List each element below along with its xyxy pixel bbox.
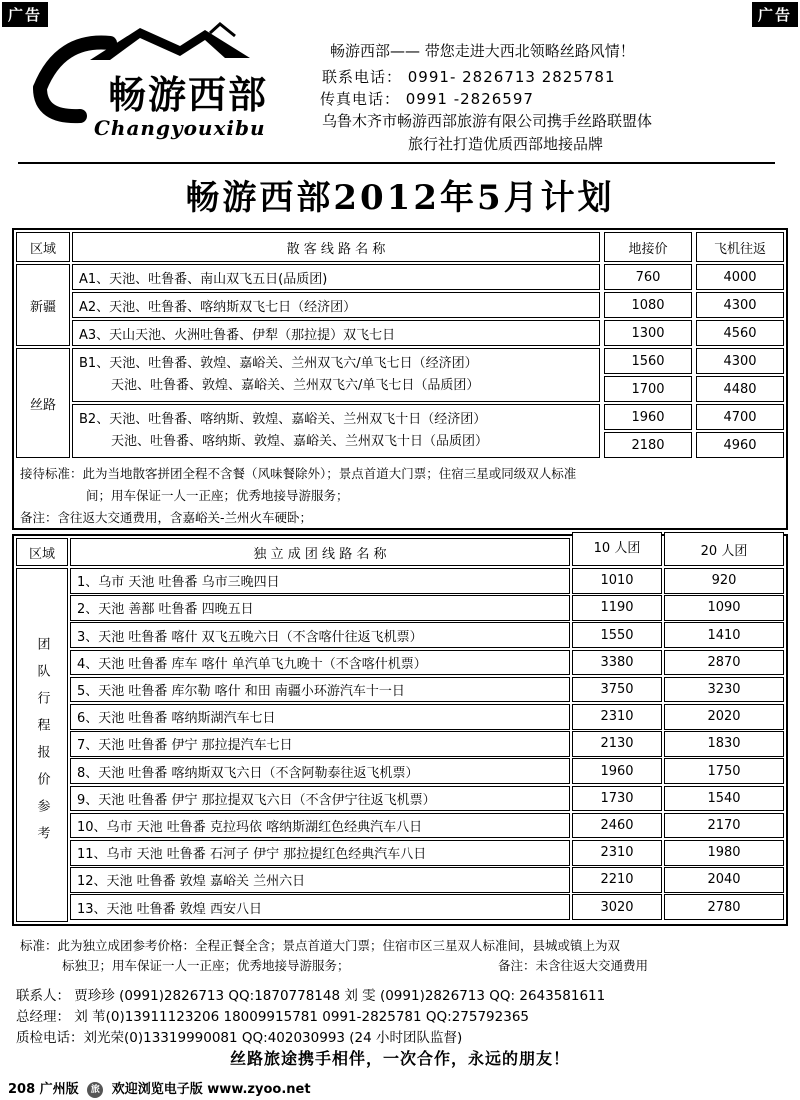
group-price-twenty: 1090 xyxy=(664,595,784,621)
scatter-route: A2、天池、吐鲁番、喀纳斯双飞七日（经济团） xyxy=(72,292,600,318)
group-route: 8、天池 吐鲁番 喀纳斯双飞六日（不含阿勒泰往返飞机票） xyxy=(70,758,570,784)
scatter-standard-cont: 间；用车保证一人一正座；优秀地接导游服务； xyxy=(86,488,349,503)
scatter-header-flight: 飞机往返 xyxy=(696,232,784,262)
scatter-header-route: 散 客 线 路 名 称 xyxy=(72,232,600,262)
scatter-flight-price: 4300 xyxy=(696,348,784,374)
group-price-twenty: 2870 xyxy=(664,650,784,676)
scatter-route: 天池、吐鲁番、喀纳斯、敦煌、嘉峪关、兰州双飞十日（品质团） xyxy=(111,434,489,449)
slogan: 丝路旅途携手相伴，一次合作，永远的朋友！ xyxy=(229,1049,570,1068)
scatter-flight-price: 4560 xyxy=(696,320,784,346)
group-price-twenty: 2020 xyxy=(664,704,784,730)
group-price-ten: 1550 xyxy=(572,622,662,648)
group-route: 2、天池 善鄯 吐鲁番 四晚五日 xyxy=(70,595,570,621)
group-price-ten: 2310 xyxy=(572,704,662,730)
logo-pinyin: Changyouxibu xyxy=(94,116,266,140)
group-region xyxy=(16,568,68,922)
group-price-ten: 2310 xyxy=(572,840,662,866)
scatter-flight-price: 4300 xyxy=(696,292,784,318)
scatter-flight-price: 4480 xyxy=(696,376,784,402)
group-remark: 备注：未含往返大交通费用 xyxy=(498,958,649,973)
site-link[interactable]: www.zyoo.net xyxy=(207,1082,311,1097)
header-fax: 传真电话： 0991 -2826597 xyxy=(320,90,534,108)
page-title: 畅游西部2012年5月计划 xyxy=(185,178,615,218)
group-price-ten: 3380 xyxy=(572,650,662,676)
group-price-twenty: 3230 xyxy=(664,677,784,703)
scatter-route-group xyxy=(72,404,600,458)
region-xinjiang: 新疆 xyxy=(16,264,70,346)
group-route: 3、天池 吐鲁番 喀什 双飞五晚六日（不含喀什往返飞机票） xyxy=(70,622,570,648)
group-header-route: 独 立 成 团 线 路 名 称 xyxy=(70,538,570,566)
page-footer xyxy=(8,1078,311,1098)
travel-badge-icon: 旅 xyxy=(87,1082,103,1098)
group-header-ten: 10 人团 xyxy=(572,532,662,566)
group-price-ten: 1960 xyxy=(572,758,662,784)
group-price-twenty: 1750 xyxy=(664,758,784,784)
logo-name: 畅游西部 xyxy=(108,72,269,117)
group-header-region: 区域 xyxy=(16,538,68,566)
edition: 广州版 xyxy=(39,1082,79,1097)
scatter-route: A1、天池、吐鲁番、南山双飞五日(品质团) xyxy=(72,264,600,290)
quality-line: 质检电话：刘光荣(0)13319990081 QQ:402030993 (24 小时团队监督) xyxy=(16,1030,463,1046)
group-standard-cont: 标独卫；用车保证一人一正座；优秀地接导游服务； xyxy=(62,958,350,973)
scatter-flight-price: 4700 xyxy=(696,404,784,430)
scatter-remark: 备注：含往返大交通费用，含嘉峪关-兰州火车硬卧； xyxy=(20,510,313,525)
scatter-local-price: 760 xyxy=(604,264,692,290)
group-standard: 标准：此为独立成团参考价格：全程正餐全含；景点首道大门票；住宿市区三星双人标准间，县城或镇上为双 xyxy=(20,938,621,953)
scatter-route: 天池、吐鲁番、敦煌、嘉峪关、兰州双飞六/单飞七日（品质团） xyxy=(111,378,480,393)
scatter-local-price: 1560 xyxy=(604,348,692,374)
ad-badge-right: 广告 xyxy=(752,2,798,27)
group-price-ten: 1190 xyxy=(572,595,662,621)
group-price-twenty: 2780 xyxy=(664,894,784,920)
group-price-twenty: 1410 xyxy=(664,622,784,648)
group-price-ten: 1010 xyxy=(572,568,662,594)
group-route: 6、天池 吐鲁番 喀纳斯湖汽车七日 xyxy=(70,704,570,730)
group-route: 13、天池 吐鲁番 敦煌 西安八日 xyxy=(70,894,570,920)
group-price-twenty: 2040 xyxy=(664,867,784,893)
group-route: 11、乌市 天池 吐鲁番 石河子 伊宁 那拉提红色经典汽车八日 xyxy=(70,840,570,866)
header-brand: 旅行社打造优质西部地接品牌 xyxy=(408,135,604,153)
group-price-twenty: 1980 xyxy=(664,840,784,866)
group-price-ten: 2130 xyxy=(572,731,662,757)
scatter-local-price: 1300 xyxy=(604,320,692,346)
contact-line: 联系人： 贾珍珍 (0991)2826713 QQ:1870778148 刘 雯 (0991)2826713 QQ: 2643581611 xyxy=(16,988,606,1004)
group-price-twenty: 1540 xyxy=(664,786,784,812)
group-price-ten: 2460 xyxy=(572,813,662,839)
scatter-route: B2、天池、吐鲁番、喀纳斯、敦煌、嘉峪关、兰州双飞十日（经济团） xyxy=(79,412,487,427)
group-route: 12、天池 吐鲁番 敦煌 嘉峪关 兰州六日 xyxy=(70,867,570,893)
group-route: 10、乌市 天池 吐鲁番 克拉玛依 喀纳斯湖红色经典汽车八日 xyxy=(70,813,570,839)
group-route: 7、天池 吐鲁番 伊宁 那拉提汽车七日 xyxy=(70,731,570,757)
scatter-header-local-price: 地接价 xyxy=(604,232,692,262)
group-route: 1、乌市 天池 吐鲁番 乌市三晚四日 xyxy=(70,568,570,594)
group-route: 4、天池 吐鲁番 库车 喀什 单汽单飞九晚十（不含喀什机票） xyxy=(70,650,570,676)
scatter-local-price: 2180 xyxy=(604,432,692,458)
header-company: 乌鲁木齐市畅游西部旅游有限公司携手丝路联盟体 xyxy=(322,112,653,130)
header-phone: 联系电话： 0991- 2826713 2825781 xyxy=(322,68,616,86)
group-price-twenty: 1830 xyxy=(664,731,784,757)
group-region-label: 团队行程报价参考 xyxy=(34,637,50,853)
group-route: 5、天池 吐鲁番 库尔勒 喀什 和田 南疆小环游汽车十一日 xyxy=(70,677,570,703)
group-route: 9、天池 吐鲁番 伊宁 那拉提双飞六日（不含伊宁往返飞机票） xyxy=(70,786,570,812)
scatter-flight-price: 4960 xyxy=(696,432,784,458)
scatter-local-price: 1700 xyxy=(604,376,692,402)
group-price-twenty: 2170 xyxy=(664,813,784,839)
scatter-route-group xyxy=(72,348,600,402)
ad-badge-left: 广告 xyxy=(2,2,48,27)
group-price-twenty: 920 xyxy=(664,568,784,594)
group-header-twenty: 20 人团 xyxy=(664,532,784,566)
scatter-route: B1、天池、吐鲁番、敦煌、嘉峪关、兰州双飞六/单飞七日（经济团） xyxy=(79,356,478,371)
scatter-local-price: 1080 xyxy=(604,292,692,318)
scatter-local-price: 1960 xyxy=(604,404,692,430)
page-number: 208 xyxy=(8,1082,36,1097)
manager-line: 总经理： 刘 苇(0)13911123206 18009915781 0991-2825781 QQ:275792365 xyxy=(16,1009,529,1025)
region-silk-road: 丝路 xyxy=(16,348,70,458)
group-price-ten: 2210 xyxy=(572,867,662,893)
header-divider xyxy=(18,162,775,164)
group-price-ten: 3750 xyxy=(572,677,662,703)
scatter-flight-price: 4000 xyxy=(696,264,784,290)
header-tagline: 畅游西部—— 带您走进大西北领略丝路风情！ xyxy=(330,42,635,60)
scatter-header-region: 区域 xyxy=(16,232,70,262)
scatter-route: A3、天山天池、火洲吐鲁番、伊犁（那拉提）双飞七日 xyxy=(72,320,600,346)
group-price-ten: 1730 xyxy=(572,786,662,812)
scatter-standard: 接待标准：此为当地散客拼团全程不含餐（风味餐除外）；景点首道大门票；住宿三星或同级双人标准 xyxy=(20,466,577,481)
welcome-text: 欢迎浏览电子版 xyxy=(111,1082,203,1097)
company-logo xyxy=(20,18,290,140)
group-price-ten: 3020 xyxy=(572,894,662,920)
